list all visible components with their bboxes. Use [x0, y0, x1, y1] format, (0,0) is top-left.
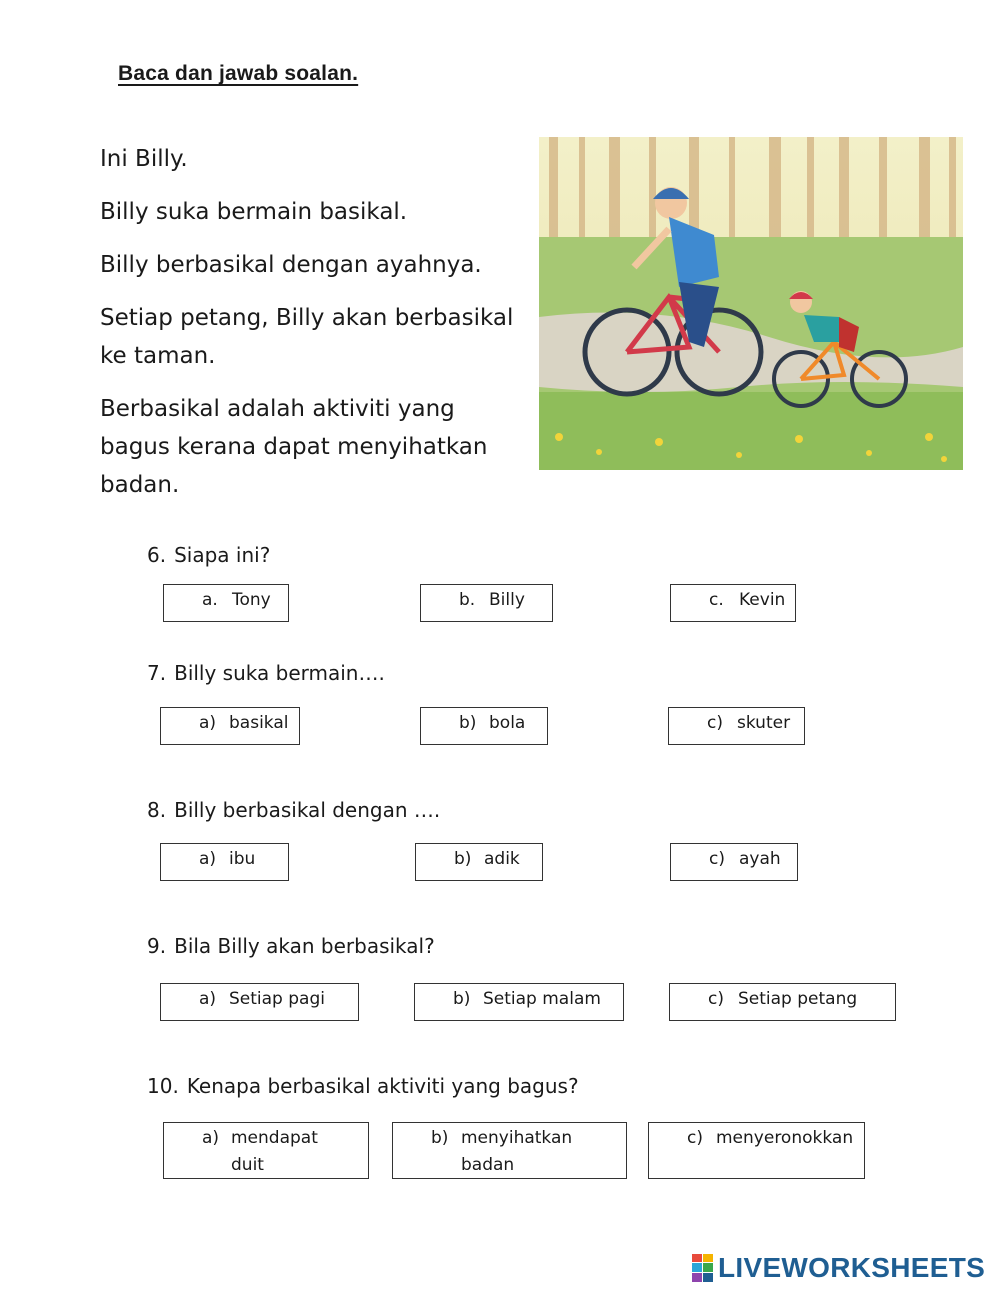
- option-text: menyeronokkan: [716, 1128, 854, 1148]
- cycling-illustration: [539, 137, 963, 470]
- option-6c[interactable]: [670, 584, 796, 622]
- option-text: skuter: [737, 713, 791, 733]
- option-9c[interactable]: [669, 983, 896, 1021]
- option-7b[interactable]: [420, 707, 548, 745]
- option-text: basikal: [229, 713, 289, 733]
- option-key: a.: [202, 590, 218, 610]
- option-key: b.: [459, 590, 476, 610]
- option-text: bola: [489, 713, 526, 733]
- question-text: Kenapa berbasikal aktiviti yang bagus?: [186, 1074, 579, 1098]
- option-text: ayah: [739, 849, 781, 869]
- option-8a[interactable]: [160, 843, 289, 881]
- question-8: [147, 798, 440, 822]
- option-10b[interactable]: [392, 1122, 627, 1179]
- option-text: Tony: [232, 590, 271, 610]
- question-text: Billy suka bermain….: [174, 661, 385, 685]
- option-6a[interactable]: [163, 584, 289, 622]
- option-8c[interactable]: [670, 843, 798, 881]
- option-text: Setiap petang: [738, 989, 858, 1009]
- option-key: a): [199, 849, 217, 869]
- option-text: Billy: [489, 590, 525, 610]
- question-6: [147, 543, 270, 567]
- question-text: Billy berbasikal dengan ….: [174, 798, 441, 822]
- option-text: adik: [484, 849, 520, 869]
- option-key: b): [431, 1128, 449, 1148]
- option-10c[interactable]: [648, 1122, 865, 1179]
- option-key: b): [453, 989, 471, 1009]
- option-8b[interactable]: [415, 843, 543, 881]
- worksheet-title: Baca dan jawab soalan.: [118, 62, 359, 85]
- option-text: menyihatkan badan: [461, 1128, 573, 1175]
- option-9a[interactable]: [160, 983, 359, 1021]
- option-key: b): [454, 849, 472, 869]
- option-key: c): [709, 849, 725, 869]
- option-7c[interactable]: [668, 707, 805, 745]
- option-7a[interactable]: [160, 707, 300, 745]
- option-key: c): [687, 1128, 703, 1148]
- option-key: c): [707, 713, 723, 733]
- logo-blocks-icon: [692, 1254, 714, 1282]
- option-text: Setiap pagi: [229, 989, 325, 1009]
- question-number: 6.: [147, 543, 167, 567]
- option-6b[interactable]: [420, 584, 553, 622]
- question-9: [147, 934, 435, 958]
- option-10a[interactable]: [163, 1122, 369, 1179]
- question-number: 9.: [147, 934, 167, 958]
- option-text: mendapat duit: [231, 1128, 318, 1175]
- liveworksheets-logo: [692, 1252, 985, 1284]
- option-key: a): [202, 1128, 220, 1148]
- option-key: b): [459, 713, 477, 733]
- passage-line: Ini Billy.: [100, 146, 188, 172]
- option-key: a): [199, 989, 217, 1009]
- question-text: Siapa ini?: [174, 543, 271, 567]
- passage-line: Billy suka bermain basikal.: [100, 199, 408, 225]
- question-number: 7.: [147, 661, 167, 685]
- option-text: Kevin: [739, 590, 786, 610]
- passage-line: Berbasikal adalah aktiviti yang bagus kerana dapat menyihatkan badan.: [100, 396, 488, 498]
- reading-passage: [100, 140, 520, 498]
- passage-line: Billy berbasikal dengan ayahnya.: [100, 252, 482, 278]
- option-key: a): [199, 713, 217, 733]
- question-number: 10.: [147, 1074, 179, 1098]
- question-text: Bila Billy akan berbasikal?: [174, 934, 435, 958]
- option-text: Setiap malam: [483, 989, 601, 1009]
- option-key: c.: [709, 590, 724, 610]
- question-7: [147, 661, 385, 685]
- option-key: c): [708, 989, 724, 1009]
- passage-line: Setiap petang, Billy akan berbasikal ke taman.: [100, 305, 514, 369]
- option-9b[interactable]: [414, 983, 624, 1021]
- question-10: [147, 1074, 579, 1098]
- option-text: ibu: [229, 849, 256, 869]
- question-number: 8.: [147, 798, 167, 822]
- brand-name: LIVEWORKSHEETS: [718, 1252, 986, 1283]
